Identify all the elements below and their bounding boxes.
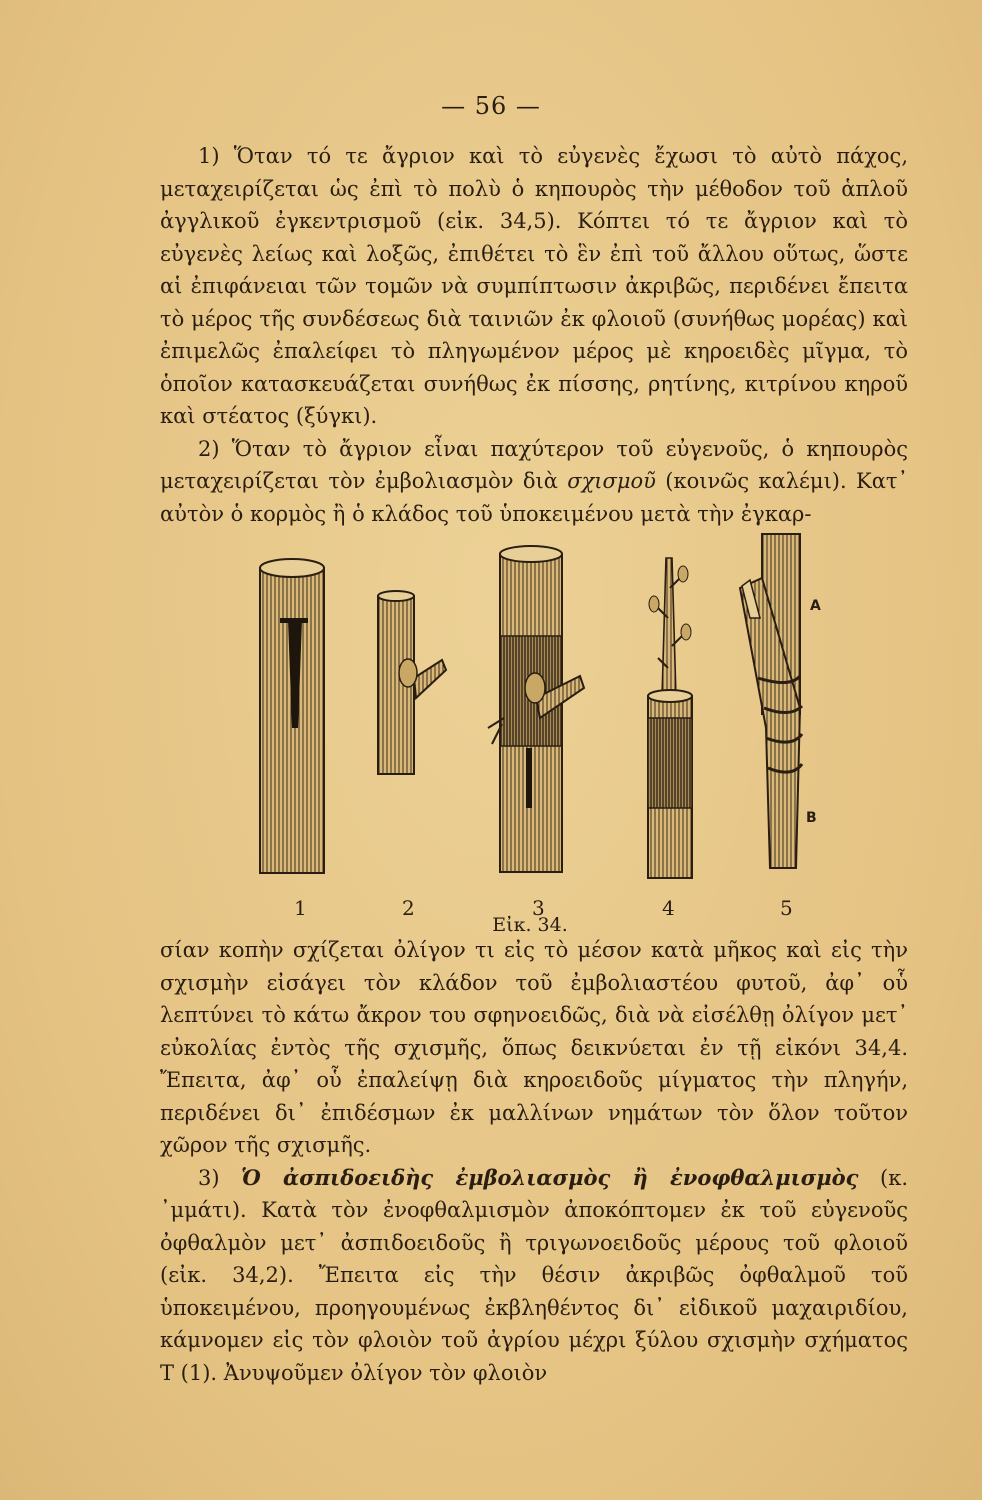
figure-number-1: 1 <box>294 896 307 920</box>
paragraph-4 <box>160 1162 908 1390</box>
page-number: — 56 — <box>441 92 541 120</box>
paragraph-4-heading: Ὁ ἀσπιδοειδὴς ἐμβολιασμὸς ἢ ἐνοφθαλμισμὸς <box>241 1164 859 1190</box>
figure-letter-a: A <box>810 598 821 614</box>
figure-4-cleft-graft <box>648 558 692 878</box>
figure-number-2: 2 <box>402 896 415 920</box>
paragraph-2-italic-term: σχισμοῦ <box>567 469 656 493</box>
text-block-bottom <box>160 934 908 1389</box>
paragraph-1: 1) Ὅταν τό τε ἄγριον καὶ τὸ εὐγενὲς ἔχωσι τὸ αὐτὸ πάχος, μεταχειρίζεται ὡς ἐπὶ τὸ πολὺ ὁ κηπουρὸς τὴν μέθοδον τοῦ ἁπλοῦ ἀγγλικοῦ ἐγκεντρισμοῦ (εἰκ. 34,5). Κόπτει τό τε ἄγριον καὶ τὸ εὐγενὲς λείως καὶ λοξῶς, ἐπιθέτει τὸ ἓν ἐπὶ τοῦ ἄλλου οὕτως, ὥστε αἱ ἐπιφάνειαι τῶν τομῶν νὰ συμπίπτωσιν ἀκριβῶς, περιδένει ἔπειτα τὸ μέρος τῆς συνδέσεως διὰ ταινιῶν ἐκ φλοιοῦ (συνήθως μορέας) καὶ ἐπιμελῶς ἐπαλείφει τὸ πληγωμένον μέρος μὲ κηροειδὲς μῖγμα, τὸ ὁποῖον κατασκευάζεται συνήθως ἐκ πίσσης, ρητίνης, κιτρίνου κηροῦ καὶ στέατος (ξύγκι). <box>160 144 908 428</box>
figure-caption: Εἰκ. 34. <box>492 914 568 936</box>
paragraph-2-start: 2) Ὅταν τὸ ἄγριον εἶναι παχύτερον τοῦ εὐγενοῦς, ὁ κηπουρὸς μεταχειρίζεται τὸν ἐμβολιασμὸν διὰ <box>160 436 908 493</box>
paragraph-3: σίαν κοπὴν σχίζεται ὀλίγον τι εἰς τὸ μέσον κατὰ μῆκος καὶ εἰς τὴν σχισμὴν εἰσάγει τὸν κλάδον τοῦ ἐμβολιαστέου φυτοῦ, ἀφ᾿ οὗ λεπτύνει τὸ κάτω ἄκρον του σφηνοειδῶς, διὰ νὰ εἰσέλθῃ ὀλίγον μετ᾿ εὐκολίας ἐντὸς τῆς σχισμῆς, ὅπως δεικνύεται ἐν τῇ εἰκόνι 34,4. Ἔπειτα, ἀφ᾿ οὗ ἐπαλείψῃ διὰ κηροειδοῦς μίγματος τὴν πληγήν, περιδένει δι᾿ ἐπιδέσμων ἐκ μαλλίνων νημάτων τὸν ὅλον τοῦτον χῶρον τῆς σχισμῆς. <box>160 938 908 1157</box>
figure-number-5: 5 <box>780 896 793 920</box>
grafting-illustration <box>230 528 830 908</box>
figure-number-4: 4 <box>662 896 675 920</box>
paragraph-2-end: (κοινῶς καλέμι). Κατ᾿ αὐτὸν ὁ κορμὸς ἢ ὁ κλάδος τοῦ ὑποκειμένου μετὰ τὴν ἐγκαρ- <box>160 469 908 526</box>
figure-5-splice-graft <box>740 534 802 868</box>
paragraph-4-start: 3) <box>198 1165 242 1190</box>
text-block-top <box>160 140 908 530</box>
figure-number-3: 3 <box>532 896 545 920</box>
figure-letter-b: B <box>806 810 817 826</box>
figure-3-bound-bud <box>488 546 584 872</box>
figure-1-stock-t-cut <box>260 559 324 873</box>
paragraph-2 <box>160 433 908 531</box>
paragraph-4-end: (κ. ᾿μμάτι). Κατὰ τὸν ἐνοφθαλμισμὸν ἀποκόπτομεν ἐκ τοῦ εὐγενοῦς ὀφθαλμὸν μετ᾿ ἀσπιδοειδοῦς ἢ τριγωνοειδοῦς μέρους τοῦ φλοιοῦ (εἰκ. 34,2). Ἔπειτα εἰς τὴν θέσιν ἀκριβῶς ὀφθαλμοῦ τοῦ ὑποκειμένου, προηγουμένως ἐκβληθέντος δι᾿ εἰδικοῦ μαχαιριδίου, κάμνομεν εἰς τὸν φλοιὸν τοῦ ἀγρίου μέχρι ξύλου σχισμὴν σχήματος Τ (1). Ἀνυψοῦμεν ὀλίγον τὸν φλοιὸν <box>160 1165 909 1385</box>
figure-2-shield-bud <box>378 591 446 774</box>
figure-34 <box>230 528 830 938</box>
